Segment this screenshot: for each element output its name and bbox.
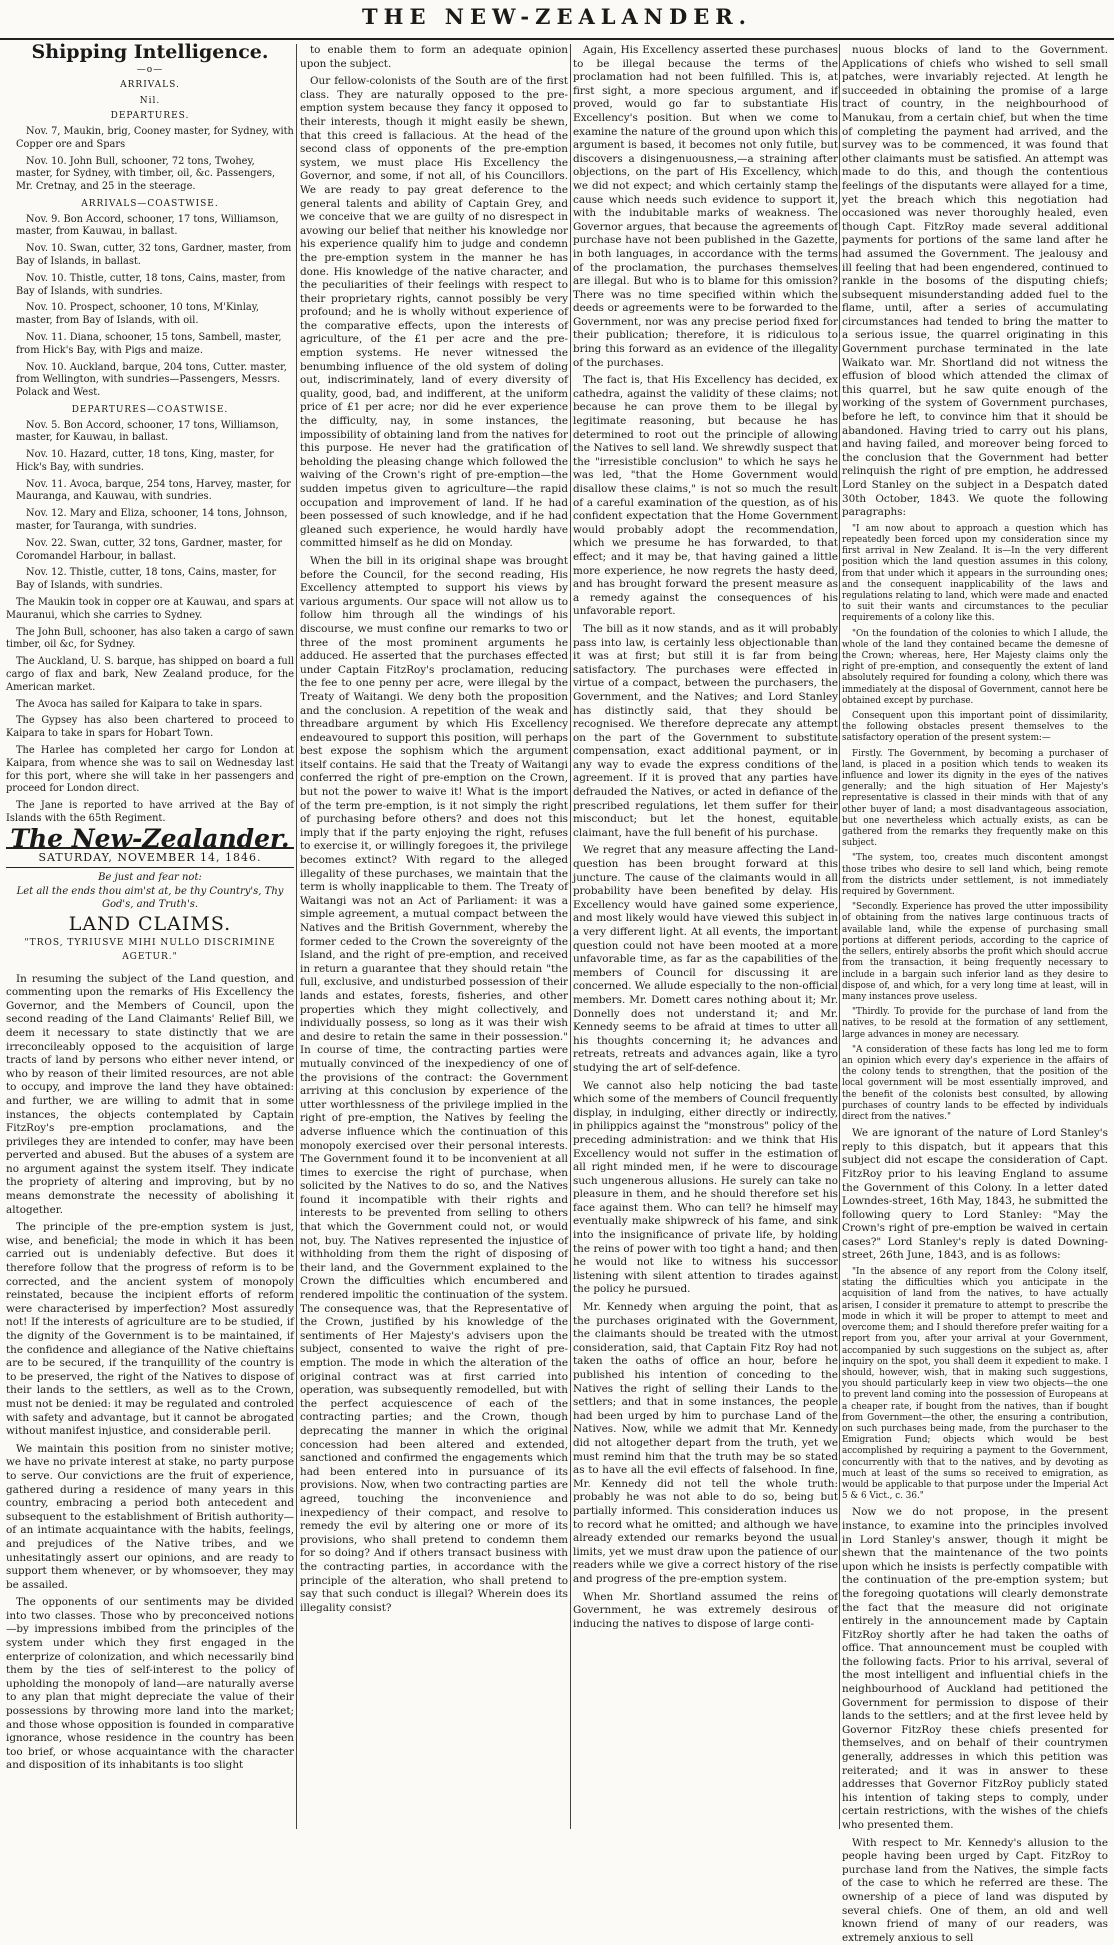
shipping-note: The Maukin took in copper ore at Kauwau, and spars at Mauranui, which she carries to Sydney. — [6, 597, 294, 621]
arrivals-coastwise-list — [6, 214, 294, 400]
paragraph: With respect to Mr. Kennedy's allusion to the people having been urged by Capt. FitzRoy to purchase land from the Natives, the simple facts of the case to which he referred are these. The ownership of a piece of land was disputed by several chiefs. One of them, an old and well known friend of many of our readers, was extremely anxious to sell — [842, 1836, 1108, 1944]
article-epigraph: "TROS, TYRIUSVE MIHI NULLO DISCRIMINE AGETUR." — [24, 938, 276, 962]
article-body-col4 — [842, 44, 1108, 520]
shipping-entry: Nov. 22. Swan, cutter, 32 tons, Gardner, master, for Coromandel Harbour, in ballast. — [16, 537, 283, 562]
paragraph: to enable them to form an adequate opinion upon the subject. — [300, 44, 568, 70]
dateline: SATURDAY, NOVEMBER 14, 1846. — [6, 847, 294, 868]
column-rule — [570, 44, 571, 1829]
paragraph: nuous blocks of land to the Government. Applications of chiefs who wished to sell small patches, were invariably rejected. At length he succeeded in obtaining the promise of a large tract of country, in the neighbourhood of Manukau, from a certain chief, but when the time of completing the payment had arrived, and the survey was to be commenced, it was found that other claimants must be satisfied. An attempt was made to do this, and though the contentious feelings of the disputants were allayed for a time, yet the breach which this negotiation had occasioned was never thoroughly healed, even though Capt. FitzRoy made several additional payments for portions of the same land after he had assumed the Government. The jealousy and ill feeling that had been engendered, continued to rankle in the bosoms of the disputing chiefs; subsequent misunderstanding added fuel to the flame, until, after a series of accumulating circumstances had tended to bring the matter to a serious issue, the quarrel originating in this Government purchase terminated in the late Waikato war. Mr. Shortland did not witness the effusion of blood which attended the climax of this quarrel, but he saw quite enough of the working of the system of Government purchases, before he left, to convince him that it should be abandoned. Having tried to carry out his plans, and having failed, and moreover being forced to the conclusion that the Government had better relinquish the right of pre emption, he addressed Lord Stanley on the subject in a Despatch dated 30th October, 1843. We quote the following paragraphs: — [842, 44, 1108, 519]
shipping-entry: Nov. 10. Hazard, cutter, 18 tons, King, master, for Hick's Bay, with sundries. — [16, 449, 274, 473]
shipping-note: The Avoca has sailed for Kaipara to take in spars. — [16, 698, 263, 710]
quote-paragraph: "Thirdly. To provide for the purchase of land from the natives, to be resold at the formation of any settlement, large advances in money are necessary. — [842, 1007, 1108, 1040]
motto-line-2: Let all the ends thou aim'st at, be thy Country's, Thy God's, and Truth's. — [16, 885, 284, 911]
paragraph: The fact is, that His Excellency has decided, ex cathedra, against the validity of these claims; not because he can prove them to be illegal by legitimate reasoning, but because he has determined to root out the principle of allowing the Natives to sell land. We shrewdly suspect that the "irresistible conclusion" to which he says he was led, "that the Home Government would disallow these claims," is not so much the result of a careful examination of the question, as of his confident expectation that the Home Government would probably adopt the recommendation, which we presume he has forwarded, to that effect; and it may be, that having gained a little more experience, he now regrets the hasty deed, and has brought forward the present measure as a remedy against the consequences of his unfavorable report. — [573, 374, 838, 618]
paragraph: Again, His Excellency asserted these purchases to be illegal because the terms of the proclamation had not been fulfilled. This is, at first sight, a more specious argument, and if proved, would go far to substantiate His Excellency's position. But when we come to examine the nature of the ground upon which this argument is based, it becomes not only futile, but discovers a disingenuousness,—a straining after objections, on the part of His Excellency, which we did not expect; and which certainly stamp the cause which needs such evidence to support it, with the indubitable marks of weakness. The Governor argues, that because the agreements of purchase have not been published in the Gazette, in both languages, in accordance with the terms of the proclamation, the purchases themselves are illegal. But who is to blame for this omission? There was no time specified within which the deeds or agreements were to be forwarded to the Government, nor was any precise period fixed for their publication; therefore, it is ridiculous to bring this forward as an evidence of the illegality of the purchases. — [573, 44, 838, 369]
shipping-entry: Nov. 11. Avoca, barque, 254 tons, Harvey, master, for Mauranga, and Kauwau, with sundries. — [16, 478, 291, 503]
arrivals-coastwise-heading: ARRIVALS—COASTWISE. — [81, 198, 219, 209]
departures-coastwise-heading: DEPARTURES—COASTWISE. — [71, 404, 229, 415]
motto-line-1: Be just and fear not: — [98, 872, 202, 883]
shipping-note: The John Bull, schooner, has also taken a cargo of sawn timber, oil &c, for Sydney. — [6, 626, 294, 651]
article-body-col3 — [573, 44, 838, 1631]
shipping-entry: Nov. 10. Swan, cutter, 32 tons, Gardner, master, from Bay of Islands, in ballast. — [16, 243, 292, 267]
quote-paragraph: "On the foundation of the colonies to which I allude, the whole of the land they contained became the demesne of the Crown; whereas, here, Her Majesty claims only the right of pre-emption, and consequently the extent of land absolutely required for founding a colony, which there was immediately at the disposal of Government, cannot here be obtained except by purchase. — [842, 628, 1108, 706]
shipping-note: The Harlee has completed her cargo for London at Kaipara, from whence she was to sail on Wednesday last for this port, where she will take in her passengers and proceed for London direct. — [6, 745, 294, 795]
article-body-col1 — [6, 973, 294, 1773]
stanley-reply-quote — [842, 1267, 1108, 1502]
paragraph: The opponents of our sentiments may be divided into two classes. Those who by preconceived notions—by impressions imbibed from the principles of the system under which they first engaged in the enterprize of colonization, and which necessarily bind them by the ties of self-interest to the policy of upholding the monopoly of land—are naturally averse to any plan that might depreciate the value of their possessions by throwing more land into the market; and those whose opposition is founded in comparative ignorance, whose residence in the country has been too brief, or whose acquaintance with the character and disposition of its inhabitants is too slight — [6, 1596, 294, 1772]
shipping-divider: —o— — [136, 64, 164, 75]
paragraph: Our fellow-colonists of the South are of the first class. They are naturally opposed to the pre-emption system because they fancy it opposed to their interests, though it might easily be shewn, that this creed is fallacious. At the head of the second class of opponents of the pre-emption system, we must place His Excellency the Governor, and some, if not all, of his Councillors. We are ready to pay great deference to the general talents and ability of Captain Grey, and we conceive that we are guilty of no disrespect in avowing our belief that neither his knowledge nor his experience qualify him to judge and condemn the pre-emption system in the manner he has done. His knowledge of the native character, and the peculiarities of their feelings with respect to their proprietary rights, cannot possibly be very profound; and he is wholly without experience of the comparative effects, upon the interests of agriculture, of the £1 per acre and the pre-emption systems. He never witnessed the benumbing influence of the old system of doling out, indiscriminately, land of every diversity of quality, good, bad, and indifferent, at the uniform price of £1 per acre; nor did he ever experience the difficulty, nay, in some instances, the impossibility of obtaining land from the natives for this purpose. He never had the gratification of beholding the pleasing change which followed the waiving of the Crown's right of pre-emption—the sudden impetus given to agriculture—the rapid occupation and improvement of land. If he had been possessed of such knowledge, and if he had gleaned such experience, he would hardly have committed himself as he did on Monday. — [300, 75, 568, 550]
departures-heading: DEPARTURES. — [110, 111, 190, 122]
paragraph: We maintain this position from no sinister motive; we have no private interest at stake, no party purpose to serve. Our convictions are the fruit of experience, gathered during a residence of many years in this country, embracing a period both antecedent and subsequent to the establishment of British authority—of an intimate acquaintance with the habits, feelings, and prejudices of the Native tribes, and we unhesitatingly assert our opinions, and are ready to support them whenever, or by whomsoever, they may be assailed. — [6, 1442, 294, 1591]
shipping-entry: Nov. 10. Prospect, schooner, 10 tons, M'Kinlay, master, from Bay of Islands, with oil. — [16, 302, 260, 327]
column-3 — [573, 44, 838, 1829]
paragraph: We cannot also help noticing the bad taste which some of the members of Council frequently display, in indulging, either directly or indirectly, in philippics against the "monstrous" policy of the preceding administration: and we think that His Excellency would not suffer in the estimation of all right minded men, if he were to discourage such ungenerous allusions. He surely can take no pleasure in them, and he should therefore set his face against them. Who can tell? he himself may eventually make shipwreck of his fame, and sink into the insignificance of private life, by holding the reins of power with too tight a hand; and then he would not like to witness his successor listening with silent attention to tirades against the policy he pursued. — [573, 1079, 838, 1296]
quote-paragraph: Consequent upon this important point of dissimilarity, the following obstacles present themselves to the satisfactory operation of the present system:— — [842, 711, 1108, 744]
paragraph: When the bill in its original shape was brought before the Council, for the second reading, His Excellency attempted to support his views by various arguments. Our space will not allow us to follow him through all the windings of his discourse, we must confine our remarks to two or three of the most prominent arguments he adduced. He asserted that the purchases effected under Captain FitzRoy's proclamation, reducing the fee to one penny per acre, were illegal by the Treaty of Waitangi. We deny both the proposition and the conclusion. A repetition of the weak and threadbare argument by which His Excellency endeavoured to support this position, will perhaps best expose the sophism which the argument itself contains. He said that the Treaty of Waitangi conferred the right of pre-emption on the Crown, but not the power to waive it! What is the import of the term pre-emption, is it not simply the right of purchasing before others? and does not this imply that if the party enjoying the right, refuses to exercise it, or willingly foregoes it, the privilege becomes extinct? With regard to the alleged illegality of these purchases, we maintain that the term is wholly inapplicable to them. The Treaty of Waitangi was not an Act of Parliament: it was a simple agreement, a mutual compact between the Natives and the British Government, whereby the former ceded to the Crown the sovereignty of the Island, and the right of pre-emption, and received in return a guarantee that they should retain "the full, exclusive, and undisturbed possession of their lands and estates, forests, fisheries, and other properties which they might collectively, and individually possess, so long as it was their wish and desire to retain the same in their possession." In course of time, the contracting parties were mutually convinced of the inexpediency of one of the provisions of the contract: the Government arriving at this conclusion by experience of the utter worthlessness of the privilege implied in the right of pre-emption, the Natives by feeling the adverse influence which the continuation of this monopoly exercised over their personal interests. The Government found it to be inconvenient at all times to exercise the right of purchase, when solicited by the Natives to do so, and the Natives found it incompatible with their rights and interests to be prevented from selling to others that which the Government could not, or would not, buy. The Natives represented the injustice of withholding from them the right of disposing of their land, and the Government explained to the Crown the difficulties which encumbered and rendered impolitic the continuation of the system. The consequence was, that the Representative of the Crown, justified by his knowledge of the sentiments of Her Majesty's advisers upon the subject, consented to waive the right of pre-emption. The mode in which the alteration of the original contract was at first carried into operation, was subsequently remodelled, but with the perfect acquiescence of each of the contracting parties; and the Crown, though deprecating the manner in which the original concession had been altered and extended, sanctioned and confirmed the engagements which had been entered into in pursuance of its provisions. Now, when two contracting parties are agreed, touching the inconvenience and inexpediency of their compact, and resolve to remedy the evil by altering one or more of its provisions, who shall pretend to condemn them for so doing? And if others transact business with the contracting parties, in accordance with the principle of the alteration, who shall pretend to say that such conduct is illegal? Wherein does its illegality consist? — [300, 554, 568, 1614]
shipping-notes — [6, 597, 294, 826]
column-4 — [842, 44, 1108, 1944]
paragraph: The principle of the pre-emption system is just, wise, and beneficial; the mode in which it has been carried out is undeniably defective. But does it therefore follow that the progress of reform is to be corrected, and the ancient system of monopoly reinstated, because the incipient efforts of reform were characterised by imperfection? Most assuredly not! If the interests of agriculture are to be studied, if the dignity of the Government is to be maintained, if the confidence and allegiance of the Native chieftains are to be secured, if the tranquillity of the country is to be preserved, the right of the Natives to dispose of their lands to the settlers, as well as to the Crown, must not be denied: it may be regulated and controled with safety and advantage, but it cannot be abrogated without manifest injustice, and considerable peril. — [6, 1221, 294, 1438]
paper-nameplate: The New-Zealander. — [10, 823, 290, 853]
paragraph: The bill as it now stands, and as it will probably pass into law, is certainly less objectionable than it was at first; but still it is far from being satisfactory. The purchases were effected in virtue of a compact, between the purchasers, the Government, and the Natives; and Lord Stanley has distinctly said, that they should be recognised. We therefore deprecate any attempt on the part of the Government to substitute compensation, exact additional payment, or in any way to evade the express conditions of the agreement. If it is proved that any parties have defrauded the Natives, or acted in defiance of the prescribed regulations, let them suffer for their misconduct; but let the honest, equitable claimant, have the full benefit of his purchase. — [573, 622, 838, 839]
quote-paragraph: Firstly. The Government, by becoming a purchaser of land, is placed in a position which tends to weaken its influence and lower its dignity in the eyes of the natives generally; and the high situation of Her Majesty's representative is classed in their minds with that of any other buyer of land; a most disadvantageous association, but one nevertheless which actually exists, as can be gathered from the remarks they frequently make on this subject. — [842, 748, 1108, 849]
column-rule — [839, 44, 840, 1829]
paragraph: Mr. Kennedy when arguing the point, that as the purchases originated with the Government, the claimants should be treated with the utmost consideration, said, that Captain Fitz Roy had not taken the oaths of office an hour, before he published his intention of conceding to the Natives the right of selling their Lands to the settlers; and that in some instances, the people had been urged by him to purchase Land of the Natives. Now, while we admit that Mr. Kennedy did not altogether depart from the truth, yet we must remind him that the truth may be so stated as to have all the evil effects of falsehood. In fine, Mr. Kennedy did not tell the whole truth: probably he was not able to do so, being but partially informed. This consideration induces us to record what he omitted; and although we have already extended our remarks beyond the usual limits, yet we must draw upon the patience of our readers while we give a correct history of the rise and progress of the pre-emption system. — [573, 1301, 838, 1585]
article-body-col4-mid — [842, 1127, 1108, 1263]
departures-list — [6, 126, 294, 194]
despatch-quote — [842, 524, 1108, 1123]
paragraph: In resuming the subject of the Land question, and commenting upon the remarks of His Excellency the Governor, and the Members of Council, upon the second reading of the Land Claimants' Relief Bill, we deem it necessary to state distinctly that we are irreconcileably opposed to the acquisition of large tracts of land by persons who either never intend, or who by reason of their limited resources, are not able to occupy, and improve the land they have obtained: and further, we are willing to admit that in some instances, the objects contemplated by Captain FitzRoy's pre-emption proclamations, and the privileges they are intended to confer, may have been perverted and abused. But the abuses of a system are no argument against the system itself. They indicate the propriety of altering and improving, but by no means demonstrate the necessity of abolishing it altogether. — [6, 972, 294, 1216]
article-title: LAND CLAIMS. — [68, 912, 232, 935]
shipping-entry: Nov. 10. Thistle, cutter, 18 tons, Cains, master, from Bay of Islands, with sundries. — [16, 272, 286, 297]
column-1 — [6, 41, 294, 1829]
article-body-col4-end — [842, 1506, 1108, 1945]
paragraph: We are ignorant of the nature of Lord Stanley's reply to this dispatch, but it appears that this subject did not escape the consideration of Capt. FitzRoy prior to his leaving England to assume the Government of this Colony. In a letter dated Lowndes-street, 16th May, 1843, he submitted the following query to Lord Stanley: "May the Crown's right of pre-emption be waived in certain cases?" Lord Stanley's reply is dated Downing-street, 26th June, 1843, and is as follows: — [842, 1127, 1108, 1262]
quote-paragraph: "The system, too, creates much discontent amongst those tribes who desire to sell land which, being remote from the districts under settlement, is not immediately required by Government. — [842, 853, 1108, 898]
shipping-note: The Gypsey has also been chartered to proceed to Kaipara to take in spars for Hobart Town. — [6, 715, 294, 740]
shipping-entry: Nov. 7, Maukin, brig, Cooney master, for Sydney, with Copper ore and Spars — [16, 125, 294, 150]
quote-paragraph: "In the absence of any report from the Colony itself, stating the difficulties which you anticipate in the acquisition of land from the natives, to have actually arisen, I consider it premature to attempt to prescribe the mode in which it will be proper to attempt to meet and overcome them; and I should therefore prefer waiting for a report from you, after your arrival at your Government, accompanied by such suggestions on the subject as, after inquiry on the spot, you shall deem it expedient to make. I should, however, wish, that in making such suggestions, you should particularly keep in view two objects—the one to prevent land coming into the possession of Europeans at a cheaper rate, if bought from the natives, than if bought from Government—the other, the ensuring a contribution, on such purchases being made, from the purchaser to the Emigration Fund; objects which would be best accomplished by requiring a payment to the Government, concurrently with that to the natives, and by devoting as much at least of the sums so received to emigration, as would be applicable to that purpose under the Imperial Act 5 & 6 Vict., c. 36." — [842, 1267, 1108, 1502]
quote-paragraph: "I am now about to approach a question which has repeatedly been forced upon my consideration since my first arrival in New Zealand. It is—In the very different position which the land question assumes in this colony, from that under which it appears in the surrounding ones; and the consequent inapplicability of the laws and regulations relating to land, which were made and enacted to suit their wants and circumstances to the peculiar requirements of a colony like this. — [842, 523, 1108, 624]
quote-paragraph: "Secondly. Experience has proved the utter impossibility of obtaining from the natives large continuous tracts of available land, while the expense of purchasing small portions at different periods, according to the caprice of the sellers, entirely absorbs the profit which should accrue from the transaction, it being frequently necessary to include in a bargain such inferior land as they desire to dispose of, and which, for a very long time at least, will in many instances prove useless. — [842, 902, 1108, 1002]
paragraph: We regret that any measure affecting the Land-question has been brought forward at this juncture. The cause of the claimants would in all probability have been benefited by delay. His Excellency would have gained some experience, and most likely would have viewed this subject in a very different light. At all events, the important question could not have been mooted at a more unfavorable time, as far as the capabilities of the members of Council for discussing it are concerned. We allude especially to the non-official members. Mr. Domett cares nothing about it; Mr. Donnelly does not understand it; and Mr. Kennedy seems to be afraid at times to utter all his thoughts concerning it; he advances and retreats, retreats and advances again, like a tyro studying the art of self-defence. — [573, 844, 838, 1074]
motto — [6, 871, 294, 912]
shipping-title: Shipping Intelligence. — [31, 41, 269, 63]
quote-paragraph: "A consideration of these facts has long led me to form an opinion which every day's experience in the affairs of the colony tends to strengthen, that the position of the local government will be most essentially improved, and the benefit of the colonists best consulted, by allowing purchases of country lands to be effected by individuals direct from the natives." — [842, 1044, 1108, 1122]
shipping-entry: Nov. 11. Diana, schooner, 15 tons, Sambell, master, from Hick's Bay, with Pigs and maize. — [16, 331, 282, 356]
paragraph: When Mr. Shortland assumed the reins of Government, he was extremely desirous of inducing the natives to dispose of large conti- — [573, 1590, 838, 1630]
arrivals-heading: ARRIVALS. — [120, 80, 180, 91]
shipping-entry: Nov. 12. Mary and Eliza, schooner, 14 tons, Johnson, master, for Tauranga, with sundries. — [16, 508, 288, 533]
masthead: THE NEW-ZEALANDER. — [0, 4, 1114, 40]
shipping-entry: Nov. 9. Bon Accord, schooner, 17 tons, Williamson, master, from Kauwau, in ballast. — [16, 213, 279, 238]
article-body-col2 — [300, 44, 568, 1615]
shipping-entry: Nov. 12. Thistle, cutter, 18 tons, Cains, master, for Bay of Islands, with sundries. — [16, 567, 277, 592]
paragraph: Now we do not propose, in the present instance, to examine into the principles involved in Lord Stanley's answer, though it might be shewn that the maintenance of the two points upon which he insists is perfectly compatible with the continuation of the pre-emption system; but the foregoing quotations will clearly demonstrate the fact that the measure did not originate entirely in the announcement made by Captain FitzRoy shortly after he had taken the oaths of office. That announcement must be coupled with the following facts. Prior to his arrival, several of the most intelligent and influential chiefs in the neighbourhood of Auckland had petitioned the Government for permission to dispose of their lands to the settlers; and at the first levee held by Governor FitzRoy these chiefs presented for themselves, and on behalf of their countrymen generally, addresses in which this petition was reiterated; and it was in answer to these addresses that Governor FitzRoy publicly stated his intention of taking steps to comply, under certain restrictions, with the wishes of the chiefs who presented them. — [842, 1506, 1108, 1831]
shipping-note: The Auckland, U. S. barque, has shipped on board a full cargo of flax and bark, New Zealand produce, for the American market. — [6, 656, 294, 693]
column-2 — [300, 44, 568, 1829]
column-rule — [296, 44, 297, 1829]
departures-coastwise-list — [6, 420, 294, 594]
shipping-entry: Nov. 5. Bon Accord, schooner, 17 tons, Williamson, master, for Kauwau, in ballast. — [16, 419, 279, 444]
shipping-note: The Jane is reported to have arrived at the Bay of Islands with the 65th Regiment. — [6, 800, 294, 825]
shipping-entry: Nov. 10. Auckland, barque, 204 tons, Cutter. master, from Wellington, with sundries—Passengers, Messrs. Polack and West. — [16, 361, 287, 399]
shipping-entry: Nov. 10. John Bull, schooner, 72 tons, Twohey, master, for Sydney, with timber, oil, &c. Passengers, Mr. Cretnay, and 25 in the steerage. — [16, 155, 276, 193]
arrivals-nil: Nil. — [139, 95, 161, 106]
